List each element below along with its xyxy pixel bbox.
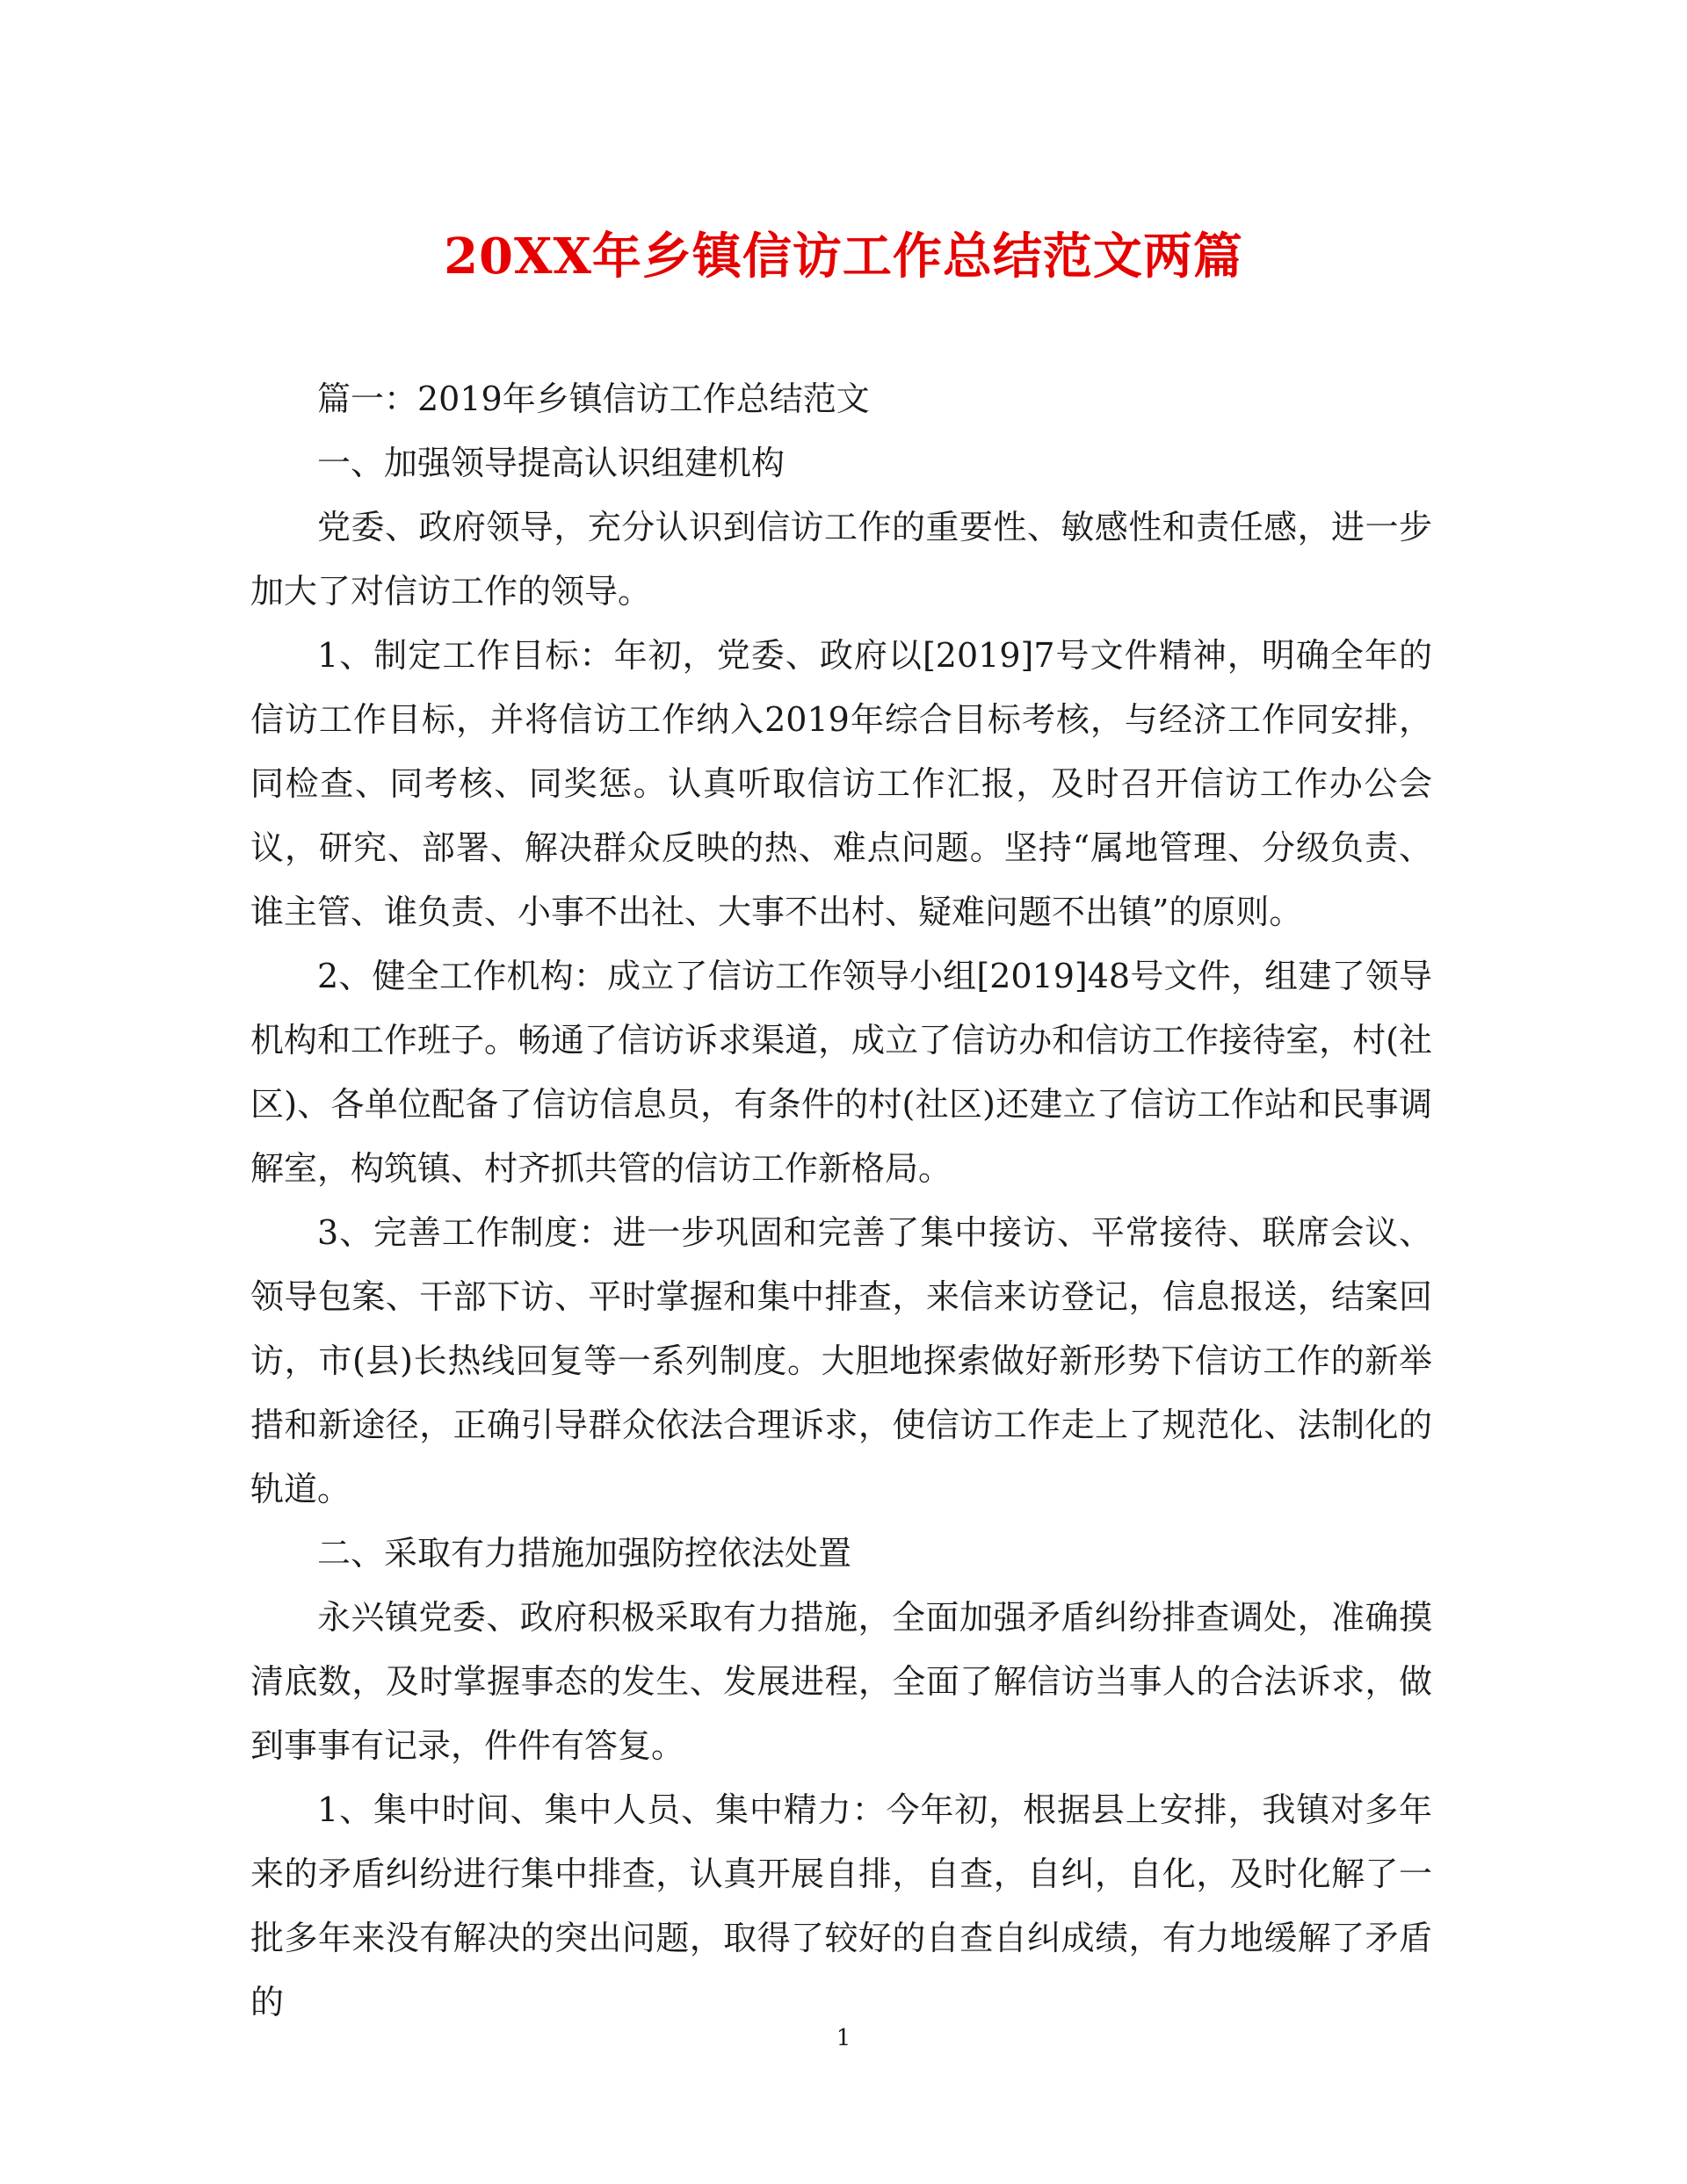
paragraph-section-heading: 篇一：2019年乡镇信访工作总结范文 — [317, 380, 870, 418]
paragraph: 2、健全工作机构：成立了信访工作领导小组[2019]48号文件，组建了领导机构和工作班子。畅通了信访诉求渠道，成立了信访办和信访工作接待室，村(社区)、各单位配备了信访信息员，有条件的村(社区)还建立了信访工作站和民事调解室，构筑镇、村齐抓共管的信访工作新格局。 — [250, 957, 1432, 1188]
page-number: 1 — [836, 2025, 851, 2051]
document-body — [250, 367, 1432, 2035]
paragraph-heading-2: 二、采取有力措施加强防控依法处置 — [317, 1534, 852, 1573]
paragraph: 1、集中时间、集中人员、集中精力：今年初，根据县上安排，我镇对多年来的矛盾纠纷进行集中排查，认真开展自排，自查，自纠，自化，及时化解了一批多年来没有解决的突出问题，取得了较好的自查自纠成绩，有力地缓解了矛盾的 — [250, 1790, 1432, 2021]
document-title: 20XX年乡镇信访工作总结范文两篇 — [444, 228, 1243, 286]
paragraph: 1、制定工作目标：年初，党委、政府以[2019]7号文件精神，明确全年的信访工作目标，并将信访工作纳入2019年综合目标考核，与经济工作同安排，同检查、同考核、同奖惩。认真听取信访工作汇报，及时召开信访工作办公会议，研究、部署、解决群众反映的热、难点问题。坚持“属地管理、分级负责、谁主管、谁负责、小事不出社、大事不出村、疑难问题不出镇”的原则。 — [250, 636, 1432, 931]
paragraph: 3、完善工作制度：进一步巩固和完善了集中接访、平常接待、联席会议、领导包案、干部下访、平时掌握和集中排查，来信来访登记，信息报送，结案回访，市(县)长热线回复等一系列制度。大胆地探索做好新形势下信访工作的新举措和新途径，正确引导群众依法合理诉求，使信访工作走上了规范化、法制化的轨道。 — [250, 1213, 1432, 1508]
paragraph: 党委、政府领导，充分认识到信访工作的重要性、敏感性和责任感，进一步加大了对信访工作的领导。 — [250, 508, 1432, 611]
paragraph-heading-1: 一、加强领导提高认识组建机构 — [317, 444, 786, 482]
paragraph: 永兴镇党委、政府积极采取有力措施，全面加强矛盾纠纷排查调处，准确摸清底数，及时掌握事态的发生、发展进程，全面了解信访当事人的合法诉求，做到事事有记录，件件有答复。 — [250, 1598, 1432, 1765]
